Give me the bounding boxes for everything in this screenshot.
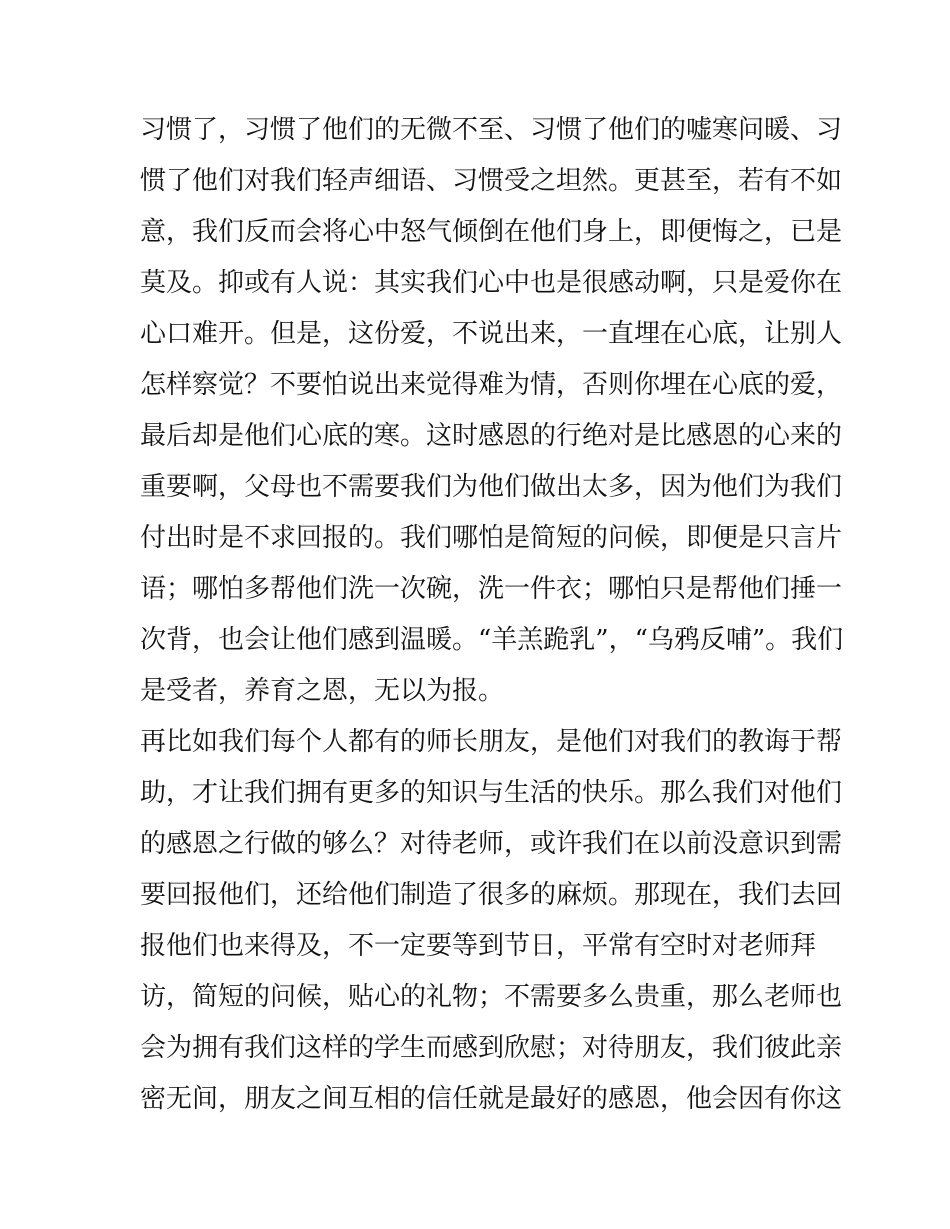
- text-line: 是受者，养育之恩，无以为报。: [140, 676, 505, 706]
- text-line: 莫及。抑或有人说：其实我们心中也是很感动啊，只是爱你在: [140, 268, 843, 298]
- text-line: 意，我们反而会将心中怒气倾倒在他们身上，即便悔之，已是: [140, 217, 843, 247]
- text-line: 再比如我们每个人都有的师长朋友，是他们对我们的教诲于帮: [140, 727, 843, 757]
- text-line: 习惯了，习惯了他们的无微不至、习惯了他们的嘘寒问暖、习: [140, 115, 843, 145]
- text-line: 助，才让我们拥有更多的知识与生活的快乐。那么我们对他们: [140, 778, 843, 808]
- text-line: 付出时是不求回报的。我们哪怕是简短的问候，即便是只言片: [140, 523, 843, 553]
- text-line: 会为拥有我们这样的学生而感到欣慰；对待朋友，我们彼此亲: [140, 1033, 843, 1063]
- text-line: 惯了他们对我们轻声细语、习惯受之坦然。更甚至，若有不如: [140, 166, 843, 196]
- text-line: 心口难开。但是，这份爱，不说出来，一直埋在心底，让别人: [140, 319, 843, 349]
- text-line: 语；哪怕多帮他们洗一次碗，洗一件衣；哪怕只是帮他们捶一: [140, 574, 843, 604]
- text-line: 报他们也来得及，不一定要等到节日，平常有空时对老师拜: [140, 931, 817, 961]
- text-line: 次背，也会让他们感到温暖。“羊羔跪乳”，“乌鸦反哺”。我们: [140, 625, 844, 655]
- text-line: 重要啊，父母也不需要我们为他们做出太多，因为他们为我们: [140, 472, 843, 502]
- body-text: [140, 105, 844, 1125]
- text-line: 访，简短的问候，贴心的礼物；不需要多么贵重，那么老师也: [140, 982, 843, 1012]
- text-line: 的感恩之行做的够么？对待老师，或许我们在以前没意识到需: [140, 829, 843, 859]
- text-line: 要回报他们，还给他们制造了很多的麻烦。那现在，我们去回: [140, 880, 843, 910]
- text-line: 怎样察觉？不要怕说出来觉得难为情，否则你埋在心底的爱，: [140, 370, 843, 400]
- text-line: 密无间，朋友之间互相的信任就是最好的感恩，他会因有你这: [140, 1084, 843, 1114]
- text-line: 最后却是他们心底的寒。这时感恩的行绝对是比感恩的心来的: [140, 421, 843, 451]
